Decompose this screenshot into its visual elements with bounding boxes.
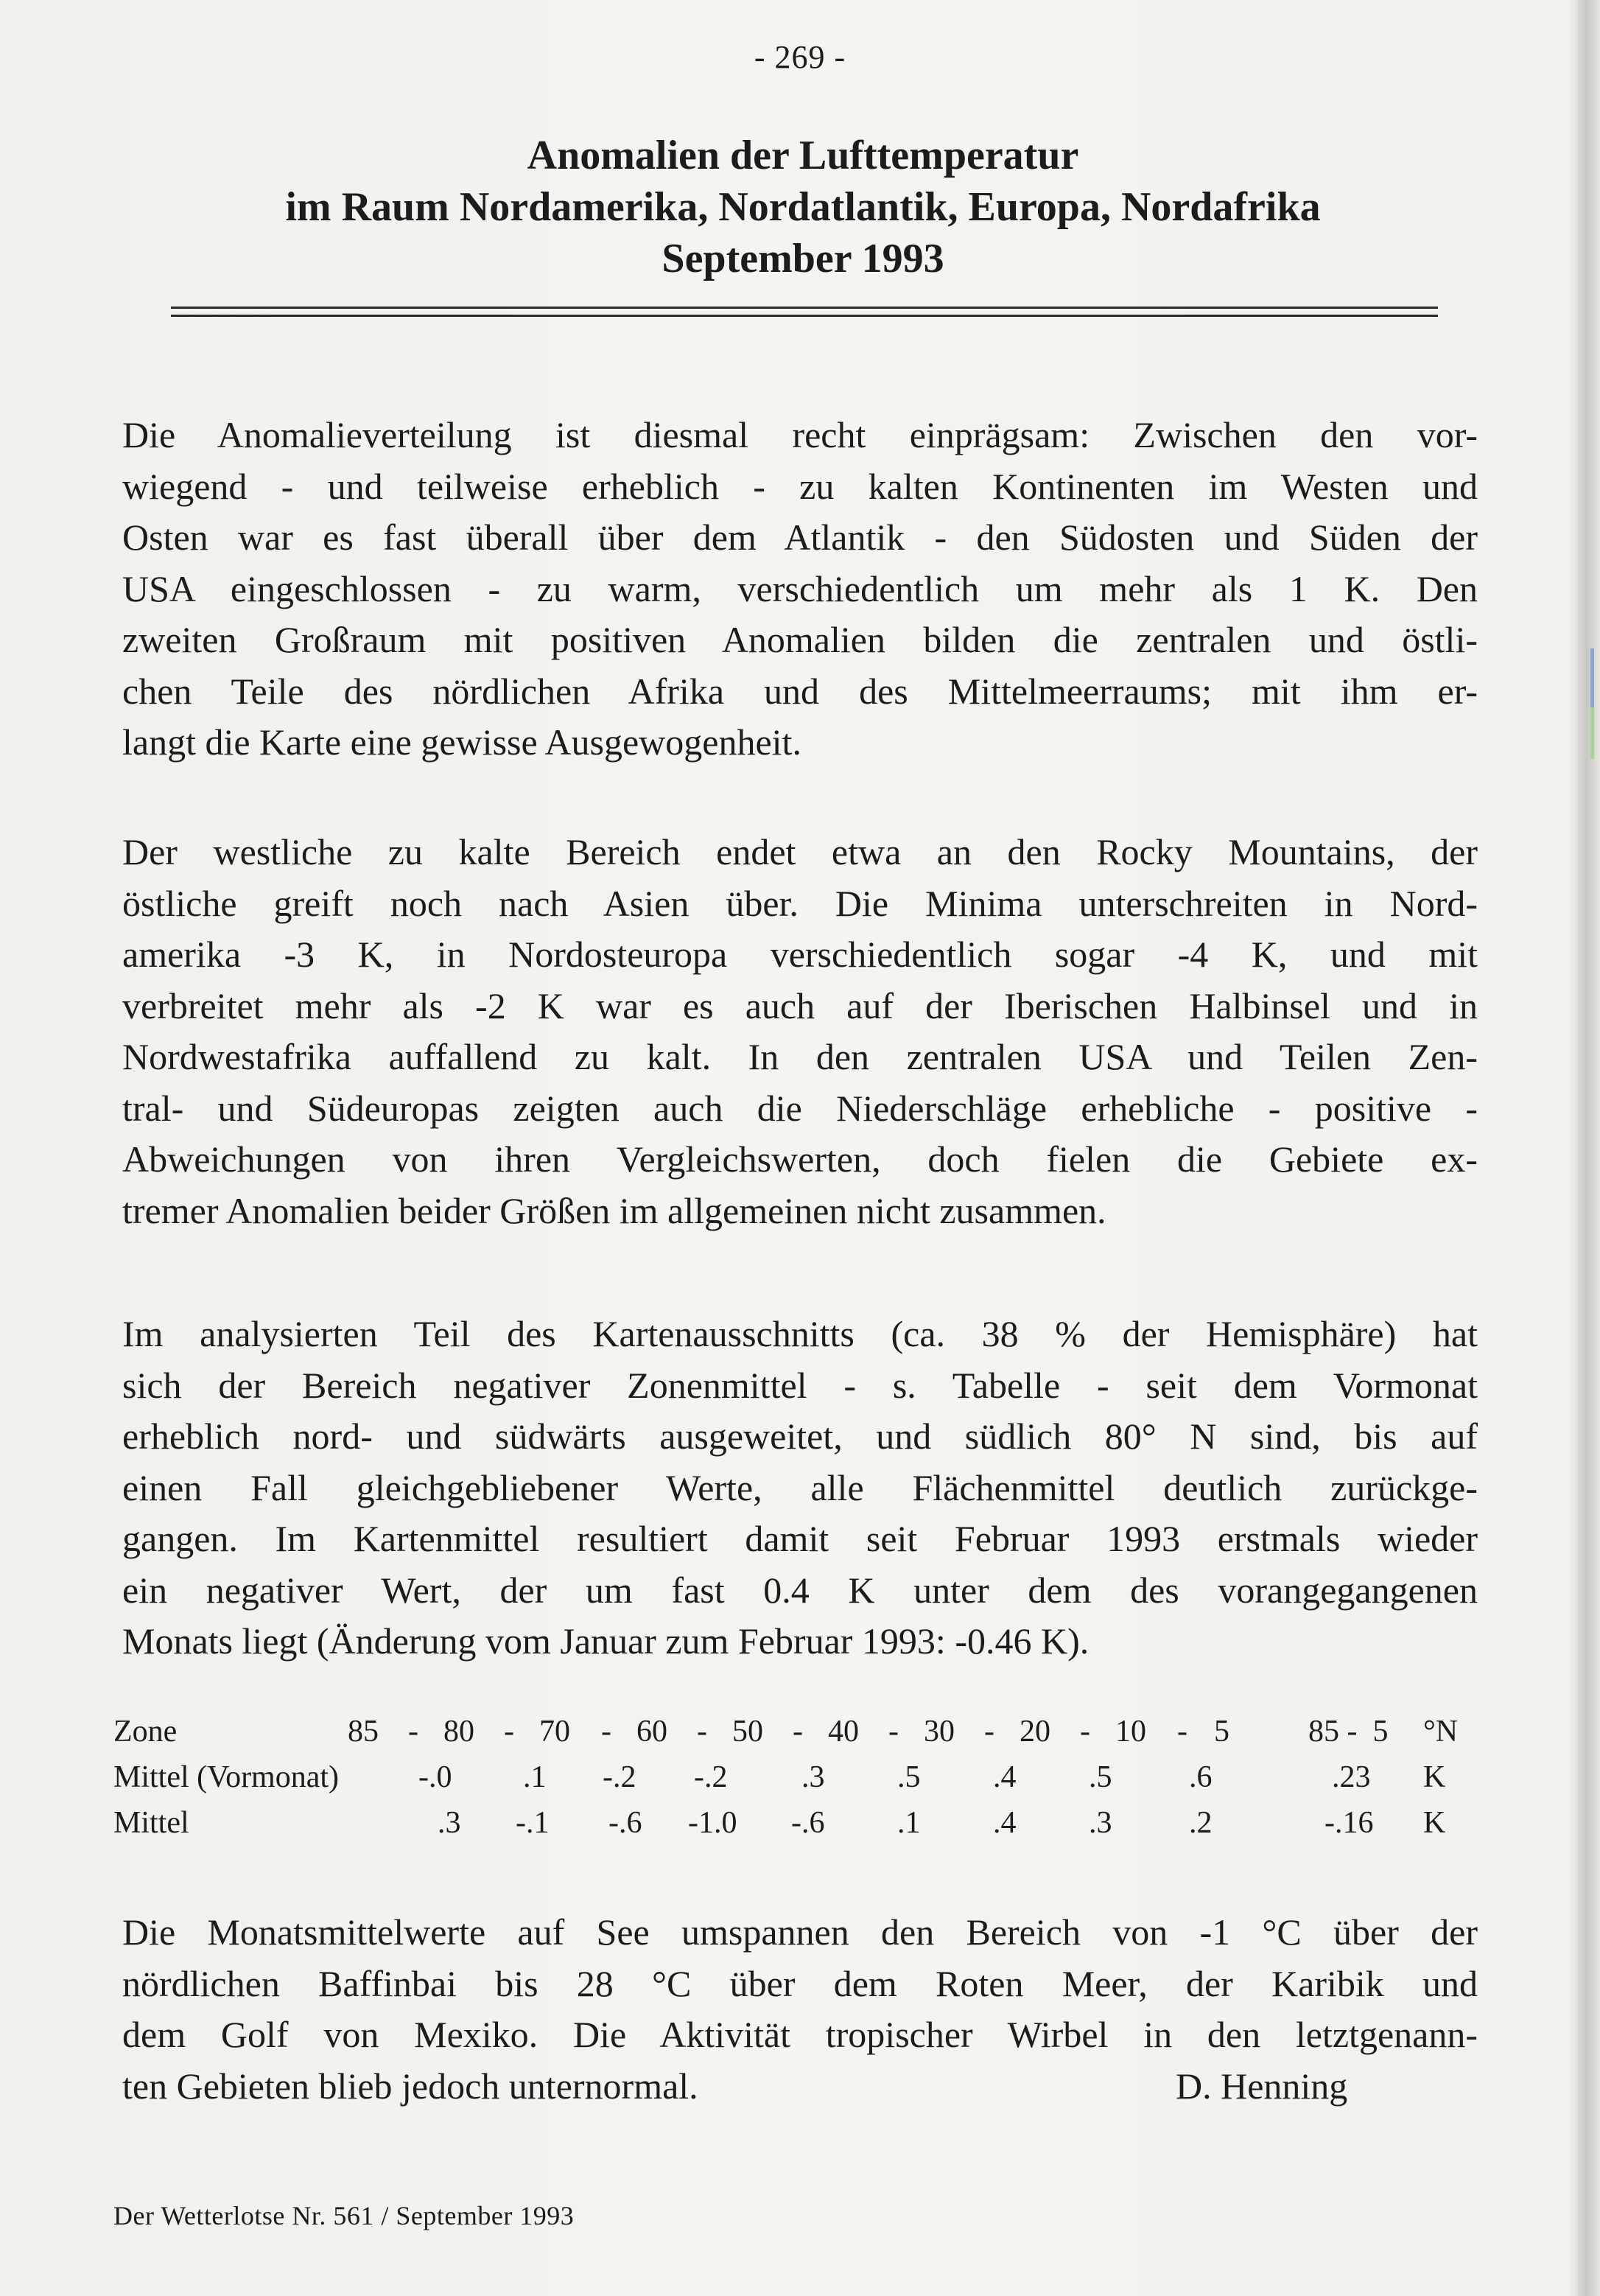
- paragraph-line: erheblich nord- und südwärts ausgeweitet, und südlich 80° N sind, bis auf: [122, 1415, 1478, 1457]
- table-header-cell: 70: [539, 1715, 570, 1749]
- paragraph-line: östliche greift noch nach Asien über. Die Minima unterschreiten in Nord-: [122, 882, 1478, 924]
- table-cell: .4: [993, 1760, 1017, 1794]
- page-number: - 269 -: [754, 39, 846, 75]
- author-signature: D. Henning: [1176, 2065, 1348, 2107]
- table-header-cell: -: [793, 1715, 803, 1749]
- table-row-current-month: [113, 1801, 1484, 1847]
- paragraph-3: [122, 1309, 1478, 1667]
- paragraph-line: Monats liegt (Änderung vom Januar zum Februar 1993: -0.46 K).: [122, 1620, 1090, 1662]
- footer-publication: Der Wetterlotse Nr. 561 / September 1993: [113, 2201, 575, 2230]
- title-line-1: Anomalien der Lufttemperatur: [527, 133, 1079, 178]
- paragraph-2: [122, 827, 1478, 1236]
- table-header-cell: -: [1177, 1715, 1187, 1749]
- paragraph-line: einen Fall gleichgebliebener Werte, alle Flächenmittel deutlich zurückge-: [122, 1466, 1478, 1508]
- paragraph-line: Abweichungen von ihren Vergleichswerten, doch fielen die Gebiete ex-: [122, 1138, 1478, 1180]
- table-cell: .1: [523, 1760, 547, 1794]
- table-header-cell: 60: [636, 1715, 667, 1749]
- table-cell: .3: [438, 1806, 461, 1840]
- binding-edge: [1578, 0, 1600, 2296]
- page-tab-marker-green: [1590, 707, 1594, 759]
- paragraph-line: Die Monatsmittelwerte auf See umspannen den Bereich von -1 °C über der: [122, 1911, 1478, 1953]
- table-row-label: Mittel: [113, 1806, 189, 1840]
- table-header-cell: -: [1080, 1715, 1090, 1749]
- table-header-cell: -: [888, 1715, 899, 1749]
- paragraph-line: Nordwestafrika auffallend zu kalt. In den zentralen USA und Teilen Zen-: [122, 1036, 1478, 1077]
- table-cell: -1.0: [688, 1806, 737, 1840]
- table-cell-unit: K: [1423, 1806, 1446, 1840]
- paragraph-line-text: ten Gebieten blieb jedoch unternormal.: [122, 2065, 698, 2107]
- paragraph-line: nördlichen Baffinbai bis 28 °C über dem Roten Meer, der Karibik und: [122, 1962, 1478, 2004]
- table-header-cell: 80: [443, 1715, 474, 1749]
- table-cell: .3: [801, 1760, 825, 1794]
- paragraph-line: verbreitet mehr als -2 K war es auch auf der Iberischen Halbinsel und in: [122, 984, 1478, 1026]
- paragraph-line: gangen. Im Kartenmittel resultiert damit seit Februar 1993 erstmals wieder: [122, 1518, 1478, 1559]
- paragraph-line: ein negativer Wert, der um fast 0.4 K unter dem des vorangegangenen: [122, 1569, 1478, 1611]
- table-cell: -.2: [603, 1760, 636, 1794]
- table-cell: .3: [1089, 1806, 1112, 1840]
- table-cell: -.0: [418, 1760, 452, 1794]
- table-row-label: Mittel (Vormonat): [113, 1760, 340, 1794]
- table-header-cell: 50: [732, 1715, 763, 1749]
- zone-mean-table: [113, 1709, 1484, 1847]
- table-cell: -.6: [791, 1806, 825, 1840]
- table-cell: .1: [897, 1806, 921, 1840]
- table-cell: .5: [897, 1760, 921, 1794]
- table-header-cell: 40: [828, 1715, 859, 1749]
- table-header-label: Zone: [113, 1715, 178, 1749]
- table-header-cell: -: [408, 1715, 418, 1749]
- table-cell-unit: K: [1423, 1760, 1446, 1794]
- table-cell: .2: [1189, 1806, 1213, 1840]
- table-header-cell: 85: [348, 1715, 379, 1749]
- paragraph-line: wiegend - und teilweise erheblich - zu kalten Kontinenten im Westen und: [122, 465, 1478, 507]
- closing-paragraph: [122, 1907, 1478, 2112]
- table-cell: -.6: [608, 1806, 642, 1840]
- table-cell: .5: [1089, 1760, 1112, 1794]
- paragraph-line: tremer Anomalien beider Größen im allgemeinen nicht zusammen.: [122, 1189, 1106, 1231]
- table-cell-total: -.16: [1324, 1806, 1374, 1840]
- paragraph-line: tral- und Südeuropas zeigten auch die Niederschläge erhebliche - positive -: [122, 1087, 1478, 1129]
- table-cell: -.2: [694, 1760, 728, 1794]
- table-header-cell: 10: [1115, 1715, 1146, 1749]
- table-header-cell: 20: [1020, 1715, 1050, 1749]
- table-header-cell: -: [697, 1715, 707, 1749]
- paragraph-line: amerika -3 K, in Nordosteuropa verschiedentlich sogar -4 K, und mit: [122, 934, 1478, 975]
- table-header-row: [113, 1709, 1484, 1755]
- paragraph-line: USA eingeschlossen - zu warm, verschiedentlich um mehr als 1 K. Den: [122, 567, 1478, 609]
- paragraph-line: dem Golf von Mexiko. Die Aktivität tropischer Wirbel in den letztgenann-: [122, 2014, 1478, 2055]
- table-header-cell: 30: [924, 1715, 955, 1749]
- title-line-2: im Raum Nordamerika, Nordatlantik, Europa, Nordafrika: [285, 184, 1321, 230]
- table-header-cell: -: [601, 1715, 611, 1749]
- paragraph-line: Osten war es fast überall über dem Atlantik - den Südosten und Süden der: [122, 517, 1478, 558]
- table-row-previous-month: [113, 1755, 1484, 1801]
- paragraph-line: Im analysierten Teil des Kartenausschnitts (ca. 38 % der Hemisphäre) hat: [122, 1313, 1478, 1354]
- page-tab-marker-blue: [1590, 648, 1594, 707]
- title-line-3: September 1993: [662, 236, 944, 281]
- table-header-unit: °N: [1423, 1715, 1459, 1749]
- table-cell: .6: [1189, 1760, 1213, 1794]
- table-cell-total: .23: [1332, 1760, 1371, 1794]
- paragraph-line: langt die Karte eine gewisse Ausgewogenheit.: [122, 721, 801, 763]
- binding-shadow: [1569, 0, 1578, 2296]
- paragraph-line: sich der Bereich negativer Zonenmittel - s. Tabelle - seit dem Vormonat: [122, 1364, 1478, 1406]
- paragraph-line: Die Anomalieverteilung ist diesmal recht einprägsam: Zwischen den vor-: [122, 414, 1478, 455]
- table-cell: .4: [993, 1806, 1017, 1840]
- table-cell: -.1: [516, 1806, 550, 1840]
- paragraph-1: [122, 410, 1478, 769]
- paragraph-line: Der westliche zu kalte Bereich endet etwa an den Rocky Mountains, der: [122, 831, 1478, 872]
- table-header-cell: -: [984, 1715, 994, 1749]
- table-header-cell: 5: [1214, 1715, 1229, 1749]
- table-header-total: 85 - 5: [1308, 1715, 1389, 1749]
- paragraph-line: zweiten Großraum mit positiven Anomalien bilden die zentralen und östli-: [122, 619, 1478, 660]
- table-header-cell: -: [504, 1715, 514, 1749]
- paragraph-line-last: [122, 2061, 1478, 2113]
- paragraph-line: chen Teile des nördlichen Afrika und des Mittelmeerraums; mit ihm er-: [122, 670, 1478, 712]
- title-double-rule: [171, 307, 1438, 317]
